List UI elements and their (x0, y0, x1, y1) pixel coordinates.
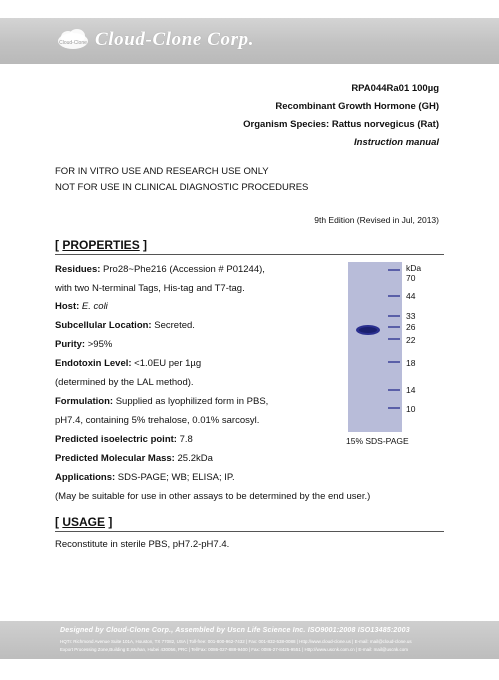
gel-caption: 15% SDS-PAGE (346, 436, 409, 446)
usage-text: Reconstitute in sterile PBS, pH7.2-pH7.4. (55, 539, 230, 550)
usage-divider (55, 531, 444, 532)
svg-text:Cloud-Clone: Cloud-Clone (59, 40, 87, 46)
subcellular-row: Subcellular Location: Secreted. (55, 320, 195, 331)
cloud-logo-icon (55, 27, 91, 51)
catalog-number: RPA044Ra01 100µg (351, 83, 439, 94)
marker-22: 22 (406, 335, 416, 345)
marker-70: 70 (406, 273, 416, 283)
molecular-mass-row: Predicted Molecular Mass: 25.2kDa (55, 453, 213, 464)
footer-china-address: Export Processing Zone,Building E,Wuhan, Hubei 430056, PRC | Tel/Fax: 0086-027-888-9400 | Fax: 0086-27-8425-9551 | Http://www.uscnk.com.cn | E-mail: mail@uscnk.com (60, 647, 409, 652)
brand-name: Cloud-Clone Corp. (95, 29, 255, 50)
marker-33: 33 (406, 311, 416, 321)
footer-credits: Designed by Cloud-Clone Corp., Assembled by Uscn Life Science Inc. ISO9001:2008 ISO13485:2003 (60, 627, 410, 634)
marker-26: 26 (406, 322, 416, 332)
properties-heading: [ PROPERTIES ] (55, 238, 148, 252)
applications-note: (May be suitable for use in other assays to be determined by the end user.) (55, 491, 371, 502)
host-row: Host: E. coli (55, 301, 108, 312)
edition-info: 9th Edition (Revised in Jul, 2013) (314, 215, 439, 225)
formulation-row: Formulation: Supplied as lyophilized form in PBS, (55, 396, 269, 407)
endotoxin-continuation: (determined by the LAL method). (55, 377, 194, 388)
properties-divider (55, 254, 444, 255)
kda-unit-label: kDa (406, 263, 422, 273)
marker-14: 14 (406, 385, 416, 395)
residues-row: Residues: Pro28~Phe216 (Accession # P01244), (55, 264, 265, 275)
sds-page-gel-image (348, 262, 402, 432)
endotoxin-row: Endotoxin Level: <1.0EU per 1µg (55, 358, 202, 369)
marker-18: 18 (406, 358, 416, 368)
gel-bands-icon (348, 262, 402, 432)
purity-row: Purity: >95% (55, 339, 113, 350)
usage-heading: [ USAGE ] (55, 515, 113, 529)
product-name: Recombinant Growth Hormone (GH) (275, 101, 439, 112)
residues-continuation: with two N-terminal Tags, His-tag and T7-tag. (55, 283, 245, 294)
marker-10: 10 (406, 404, 416, 414)
document-type: Instruction manual (354, 137, 439, 148)
isoelectric-point-row: Predicted isoelectric point: 7.8 (55, 434, 193, 445)
marker-44: 44 (406, 291, 416, 301)
footer-us-address: HQTI: Richmond Avenue Suite 101A, Houston, TX 77082, USA | Toll-free: 001-800-962-7432 | Fax: 001-832-538-0088 | Http://www.cloud-clone.us | E-mail: mail@cloud-clone.us (60, 639, 412, 644)
research-use-notice: FOR IN VITRO USE AND RESEARCH USE ONLY (55, 166, 269, 177)
organism-species: Organism Species: Rattus norvegicus (Rat) (243, 119, 439, 130)
formulation-continuation: pH7.4, containing 5% trehalose, 0.01% sarcosyl. (55, 415, 260, 426)
applications-row: Applications: SDS-PAGE; WB; ELISA; IP. (55, 472, 235, 483)
clinical-use-notice: NOT FOR USE IN CLINICAL DIAGNOSTIC PROCEDURES (55, 182, 309, 193)
